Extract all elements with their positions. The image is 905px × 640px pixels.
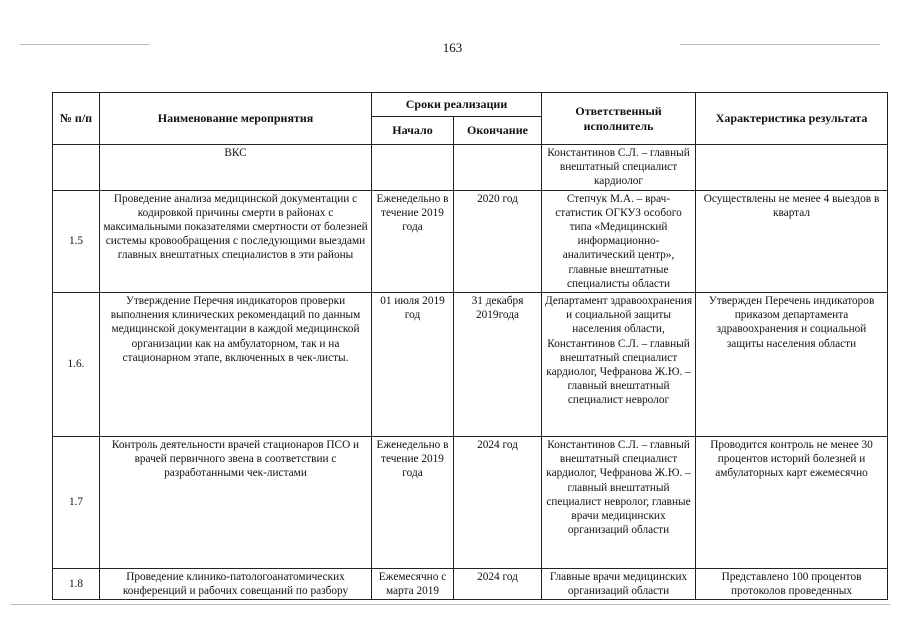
- row-result: Осуществлены не менее 4 выездов в квартал: [696, 190, 888, 292]
- header-terms: Сроки реализации: [372, 93, 542, 117]
- row-result: [696, 145, 888, 191]
- scan-artifact: [680, 44, 880, 45]
- row-name: Проведение клинико-патологоанатомических конференций и рабочих совещаний по разбору: [100, 569, 372, 600]
- row-result: Проводится контроль не менее 30 процентов историй болезней и амбулаторных карт ежемесячно: [696, 437, 888, 569]
- header-result: Характеристика результата: [696, 93, 888, 145]
- header-start: Начало: [372, 117, 454, 145]
- table-row: [53, 437, 888, 569]
- activities-table: [52, 92, 888, 600]
- row-name: Утверждение Перечня индикаторов проверки выполнения клинических рекомендаций по данным медицинской документации в каждой медицинской организации как на амбулаторном, так и на стационарном этапе, включенных в чек-листы.: [100, 293, 372, 437]
- table-row: [53, 569, 888, 600]
- scan-artifact: [20, 44, 150, 45]
- header-responsible: Ответственный исполнитель: [542, 93, 696, 145]
- row-responsible: Степчук М.А. – врач-статистик ОГКУЗ особого типа «Медицинский информационно-аналитический центр», главные внештатные специалисты области: [542, 190, 696, 292]
- page-number: 163: [442, 40, 463, 55]
- row-end: 2024 год: [454, 437, 542, 569]
- header-row: [53, 93, 888, 117]
- row-responsible: Константинов С.Л. – главный внештатный специалист кардиолог, Чефранова Ж.Ю. – главный внештатный специалист невролог, главные врачи медицинских организаций области: [542, 437, 696, 569]
- row-num: 1.7: [53, 437, 100, 569]
- table-row: [53, 293, 888, 437]
- row-result: Утвержден Перечень индикаторов приказом департамента здравоохранения и социальной защиты населения области: [696, 293, 888, 437]
- header-end: Окончание: [454, 117, 542, 145]
- row-name: Проведение анализа медицинской документации с кодировкой причины смерти в районах с максимальными показателями смертности от болезней системы кровообращения с последующими выездами главных внештатных специалистов в эти районы: [100, 190, 372, 292]
- header-num: № п/п: [53, 93, 100, 145]
- row-num: [53, 145, 100, 191]
- row-start: Еженедельно в течение 2019 года: [372, 190, 454, 292]
- row-end: [454, 145, 542, 191]
- row-start: Ежемесячно с марта 2019: [372, 569, 454, 600]
- row-start: 01 июля 2019 год: [372, 293, 454, 437]
- row-responsible: Константинов С.Л. – главный внештатный специалист кардиолог: [542, 145, 696, 191]
- row-start: Еженедельно в течение 2019 года: [372, 437, 454, 569]
- row-end: 2024 год: [454, 569, 542, 600]
- row-end: 2020 год: [454, 190, 542, 292]
- scan-artifact: [10, 604, 890, 605]
- row-end: 31 декабря 2019года: [454, 293, 542, 437]
- row-responsible: Департамент здравоохранения и социальной защиты населения области, Константинов С.Л. – главный внештатный специалист кардиолог, Чефранова Ж.Ю. – главный внештатный специалист невролог: [542, 293, 696, 437]
- row-num: 1.6.: [53, 293, 100, 437]
- table-row: [53, 145, 888, 191]
- row-name: ВКС: [100, 145, 372, 191]
- row-num: 1.8: [53, 569, 100, 600]
- row-result: Представлено 100 процентов протоколов проведенных: [696, 569, 888, 600]
- table-row: [53, 190, 888, 292]
- row-responsible: Главные врачи медицинских организаций области: [542, 569, 696, 600]
- header-name: Наименование мероприятия: [100, 93, 372, 145]
- row-num: 1.5: [53, 190, 100, 292]
- row-name: Контроль деятельности врачей стационаров ПСО и врачей первичного звена в соответствии с разработанными чек-листами: [100, 437, 372, 569]
- row-start: [372, 145, 454, 191]
